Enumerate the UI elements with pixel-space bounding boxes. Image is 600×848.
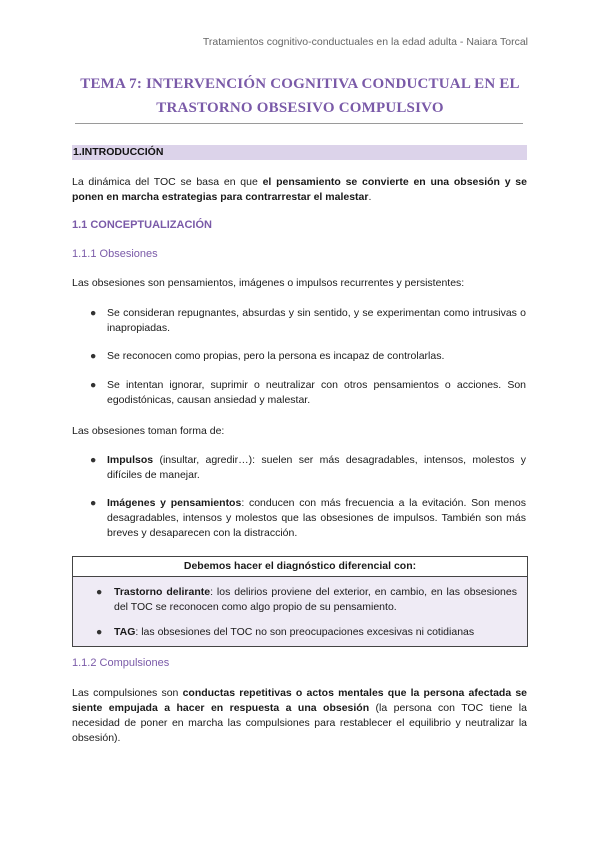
form-term: Imágenes y pensamientos — [107, 497, 242, 509]
compulsiones-bold-text: conductas repetitivas o actos mentales que la persona afectada se siente empujada a hacer en respuesta a una obsesión — [72, 687, 527, 714]
title-line-1: TEMA 7: INTERVENCIÓN COGNITIVA CONDUCTUAL EN EL — [80, 76, 520, 92]
obsesion-bullet-2: Se reconocen como propias, pero la persona es incapaz de controlarlas. — [107, 350, 445, 362]
intro-paragraph — [72, 175, 527, 205]
obsesion-bullet-1: Se consideran repugnantes, absurdas y sin sentido, y se experimentan como intrusivas o inapropiadas. — [107, 307, 526, 334]
box-heading: Debemos hacer el diagnóstico diferencial con: — [73, 557, 527, 577]
box-body — [73, 577, 527, 646]
page-title — [72, 72, 528, 120]
bullet-dot-icon: ● — [96, 626, 103, 638]
box-item-tag — [114, 625, 517, 640]
intro-text: La dinámica del TOC se basa en que — [72, 176, 263, 188]
box-text: : las obsesiones del TOC no son preocupaciones excesivas ni cotidianas — [135, 626, 475, 638]
obsesion-bullet-3: Se intentan ignorar, suprimir o neutralizar con otros pensamientos o acciones. Son egodistónicas, causan ansiedad y malestar. — [107, 379, 526, 406]
form-term: Impulsos — [107, 454, 154, 466]
subsection-heading-obsesiones: 1.1.1 Obsesiones — [72, 248, 158, 260]
running-header: Tratamientos cognitivo-conductuales en la edad adulta - Naiara Torcal — [202, 36, 528, 48]
form-item-imagenes — [107, 496, 526, 541]
bullet-dot-icon: ● — [96, 586, 103, 598]
form-text: : conducen con más frecuencia a la evitación. Son menos desagradables, intensos y molestos que las obsesiones de impulsos. También son más breves y desaparecen con la distracción. — [107, 497, 527, 539]
bullet-dot-icon: ● — [90, 307, 97, 319]
forms-lead: Las obsesiones toman forma de: — [72, 425, 225, 437]
box-term: TAG — [114, 626, 136, 638]
intro-text-end: . — [368, 191, 372, 203]
box-text: : los delirios proviene del exterior, en cambio, en las obsesiones del TOC se reconocen como algo propio de su pensamiento. — [114, 586, 517, 613]
bullet-dot-icon: ● — [90, 350, 97, 362]
bullet-dot-icon: ● — [90, 497, 97, 509]
box-item-trastorno-delirante — [114, 585, 517, 615]
compulsiones-text: Las compulsiones son — [72, 687, 183, 699]
box-term: Trastorno delirante — [114, 586, 211, 598]
compulsiones-text-end: (la persona con TOC tiene la necesidad de poner en marcha las compulsiones para restablecer el equilibrio y neutralizar la obsesión). — [72, 702, 527, 744]
title-line-2: TRASTORNO OBSESIVO COMPULSIVO — [156, 100, 444, 116]
compulsiones-paragraph — [72, 686, 527, 746]
title-divider — [75, 123, 523, 124]
section-heading-introduccion: 1.INTRODUCCIÓN — [72, 145, 527, 160]
form-text: (insultar, agredir…): suelen ser más desagradables, intensos, molestos y difíciles de manejar. — [107, 454, 526, 481]
diagnostico-diferencial-box — [72, 556, 528, 647]
section-heading-conceptualizacion: 1.1 CONCEPTUALIZACIÓN — [72, 219, 212, 231]
bullet-dot-icon: ● — [90, 379, 97, 391]
bullet-dot-icon: ● — [90, 454, 97, 466]
obsesiones-lead: Las obsesiones son pensamientos, imágenes o impulsos recurrentes y persistentes: — [72, 277, 465, 289]
intro-bold-text: el pensamiento se convierte en una obsesión y se ponen en marcha estrategias para contrarrestar el malestar — [72, 176, 527, 203]
subsection-heading-compulsiones: 1.1.2 Compulsiones — [72, 657, 170, 669]
form-item-impulsos — [107, 453, 526, 483]
